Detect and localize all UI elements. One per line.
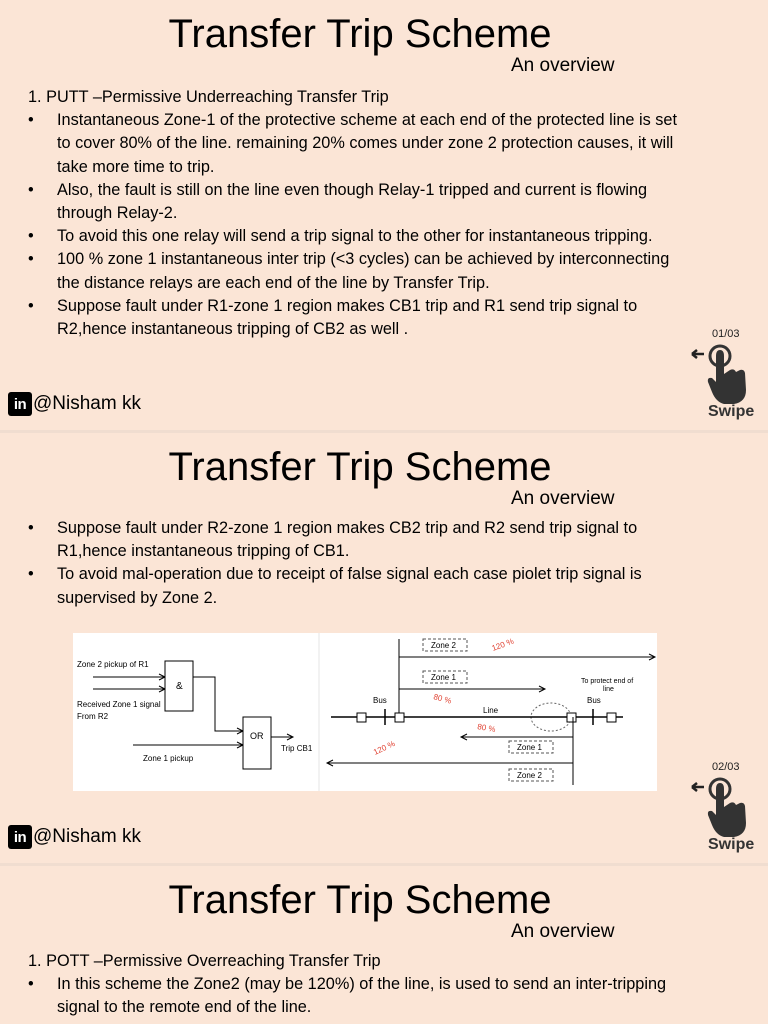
section-heading: 1. POTT –Permissive Overreaching Transfer Trip bbox=[28, 952, 381, 970]
linkedin-icon: in bbox=[8, 392, 32, 416]
author-handle[interactable] bbox=[8, 825, 141, 849]
slide-2 bbox=[0, 433, 768, 863]
swipe-hand-icon[interactable] bbox=[688, 773, 760, 843]
author-handle-text: @Nisham kk bbox=[33, 826, 141, 847]
or-gate-label: OR bbox=[250, 731, 264, 741]
author-handle-text: @Nisham kk bbox=[33, 393, 141, 414]
zone1-top-label: Zone 1 bbox=[431, 673, 456, 682]
slide-3 bbox=[0, 866, 768, 1024]
slide-title: Transfer Trip Scheme bbox=[168, 12, 552, 56]
line-label: Line bbox=[483, 706, 499, 715]
output-label: Trip CB1 bbox=[281, 744, 313, 753]
transfer-trip-diagram bbox=[73, 633, 657, 791]
zone-diagram bbox=[327, 637, 655, 785]
slide-content bbox=[28, 86, 688, 341]
zone1-bottom-label: Zone 1 bbox=[517, 743, 542, 752]
slide-subtitle: An overview bbox=[511, 921, 615, 942]
linkedin-icon: in bbox=[8, 825, 32, 849]
bullet-item: • 100 % zone 1 instantaneous inter trip (<3 cycles) can be achieved by interconnecting the distance relays are each end of the line by Transfer Trip. bbox=[28, 248, 688, 294]
input-label-zone1: Zone 1 pickup bbox=[143, 754, 194, 763]
author-handle[interactable] bbox=[8, 392, 141, 416]
bullet-item: • Suppose fault under R1-zone 1 region makes CB1 trip and R1 send trip signal to R2,hence instantaneous tripping of CB2 as well . bbox=[28, 295, 688, 341]
swipe-label: Swipe bbox=[708, 836, 755, 853]
input-label-received-2: From R2 bbox=[77, 712, 109, 721]
bus-left-label: Bus bbox=[373, 696, 387, 705]
page-number: 01/03 bbox=[712, 328, 740, 340]
bus-right-label: Bus bbox=[587, 696, 601, 705]
pct-120-bottom: 120 % bbox=[372, 739, 397, 757]
bullet-item: • In this scheme the Zone2 (may be 120%) of the line, is used to send an inter-tripping signal to the remote end of the line. bbox=[28, 973, 688, 1019]
swipe-hand-icon[interactable] bbox=[688, 340, 760, 410]
annotation-line-2: line bbox=[603, 686, 614, 693]
bullet-item: • Also, the fault is still on the line even though Relay-1 tripped and current is flowing through Relay-2. bbox=[28, 179, 688, 225]
zone2-top-label: Zone 2 bbox=[431, 641, 456, 650]
slide-content bbox=[28, 950, 688, 1020]
bullet-item: • Instantaneous Zone-1 of the protective scheme at each end of the protected line is set to cover 80% of the line. remaining 20% comes under zone 2 protection causes, it will take more time to trip. bbox=[28, 109, 688, 179]
input-label-zone2: Zone 2 pickup of R1 bbox=[77, 660, 149, 669]
section-heading: 1. PUTT –Permissive Underreaching Transfer Trip bbox=[28, 88, 389, 106]
slide-1 bbox=[0, 0, 768, 430]
pct-120-top: 120 % bbox=[490, 636, 516, 653]
annotation-line-1: To protect end of bbox=[581, 678, 634, 685]
slide-subtitle: An overview bbox=[511, 55, 615, 76]
zone2-bottom-label: Zone 2 bbox=[517, 771, 542, 780]
pct-80-bottom: 80 % bbox=[476, 722, 497, 735]
slide-subtitle: An overview bbox=[511, 488, 615, 509]
input-label-received-1: Received Zone 1 signal bbox=[77, 700, 161, 709]
slide-content bbox=[28, 517, 688, 610]
slide-title: Transfer Trip Scheme bbox=[168, 445, 552, 489]
logic-diagram bbox=[77, 660, 313, 769]
bullet-item: • Suppose fault under R2-zone 1 region makes CB2 trip and R2 send trip signal to R1,hence instantaneous tripping of CB1. bbox=[28, 517, 688, 563]
pct-80-top: 80 % bbox=[432, 692, 453, 706]
bullet-item: • To avoid mal-operation due to receipt of false signal each case piolet trip signal is supervised by Zone 2. bbox=[28, 563, 688, 609]
swipe-label: Swipe bbox=[708, 403, 755, 420]
or-gate bbox=[243, 717, 271, 769]
bullet-item: • To avoid this one relay will send a trip signal to the other for instantaneous tripping. bbox=[28, 225, 688, 248]
page-number: 02/03 bbox=[712, 761, 740, 773]
slide-title: Transfer Trip Scheme bbox=[168, 878, 552, 922]
and-gate-label: & bbox=[176, 681, 183, 692]
